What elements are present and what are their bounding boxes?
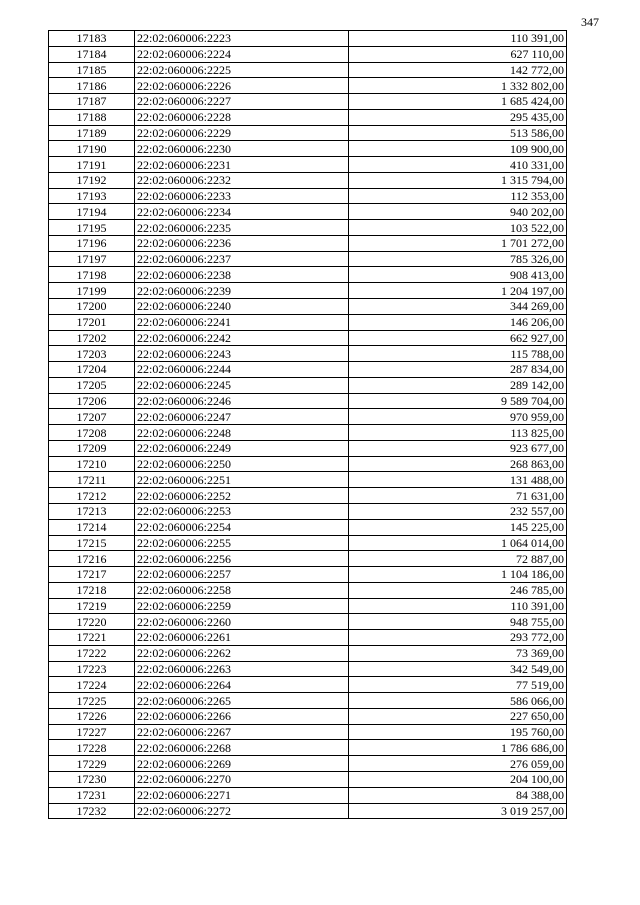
cadastral-number-cell: 22:02:060006:2263: [135, 661, 349, 677]
cadastral-value-cell: 73 369,00: [349, 645, 567, 661]
table-row: [49, 740, 567, 756]
cadastral-number-cell: 22:02:060006:2264: [135, 677, 349, 693]
row-number-cell: 17226: [49, 708, 135, 724]
cadastral-number-cell: 22:02:060006:2239: [135, 283, 349, 299]
row-number-cell: 17197: [49, 251, 135, 267]
table-row: [49, 314, 567, 330]
cadastral-value-cell: 227 650,00: [349, 708, 567, 724]
row-number-cell: 17184: [49, 46, 135, 62]
cadastral-value-cell: 948 755,00: [349, 614, 567, 630]
cadastral-number-cell: 22:02:060006:2241: [135, 314, 349, 330]
row-number-cell: 17210: [49, 456, 135, 472]
cadastral-value-cell: 289 142,00: [349, 377, 567, 393]
table-row: [49, 456, 567, 472]
row-number-cell: 17204: [49, 362, 135, 378]
cadastral-value-cell: 9 589 704,00: [349, 393, 567, 409]
table-row: [49, 109, 567, 125]
row-number-cell: 17208: [49, 425, 135, 441]
row-number-cell: 17232: [49, 803, 135, 819]
row-number-cell: 17227: [49, 724, 135, 740]
cadastral-value-cell: 72 887,00: [349, 551, 567, 567]
cadastral-number-cell: 22:02:060006:2236: [135, 235, 349, 251]
row-number-cell: 17205: [49, 377, 135, 393]
cadastral-value-cell: 142 772,00: [349, 62, 567, 78]
row-number-cell: 17224: [49, 677, 135, 693]
cadastral-value-cell: 84 388,00: [349, 787, 567, 803]
row-number-cell: 17223: [49, 661, 135, 677]
cadastral-value-cell: 145 225,00: [349, 519, 567, 535]
cadastral-number-cell: 22:02:060006:2253: [135, 503, 349, 519]
table-row: [49, 299, 567, 315]
row-number-cell: 17192: [49, 172, 135, 188]
table-row: [49, 31, 567, 47]
cadastral-number-cell: 22:02:060006:2258: [135, 582, 349, 598]
cadastral-number-cell: 22:02:060006:2265: [135, 693, 349, 709]
row-number-cell: 17218: [49, 582, 135, 598]
row-number-cell: 17211: [49, 472, 135, 488]
table-row: [49, 251, 567, 267]
table-row: [49, 188, 567, 204]
cadastral-value-cell: 110 391,00: [349, 31, 567, 47]
cadastral-value-cell: 970 959,00: [349, 409, 567, 425]
cadastral-value-cell: 77 519,00: [349, 677, 567, 693]
cadastral-number-cell: 22:02:060006:2223: [135, 31, 349, 47]
table-row: [49, 614, 567, 630]
cadastral-value-cell: 268 863,00: [349, 456, 567, 472]
cadastral-value-table: [48, 30, 567, 819]
row-number-cell: 17199: [49, 283, 135, 299]
table-row: [49, 567, 567, 583]
row-number-cell: 17206: [49, 393, 135, 409]
cadastral-value-cell: 295 435,00: [349, 109, 567, 125]
row-number-cell: 17186: [49, 78, 135, 94]
cadastral-number-cell: 22:02:060006:2246: [135, 393, 349, 409]
cadastral-number-cell: 22:02:060006:2248: [135, 425, 349, 441]
cadastral-value-cell: 113 825,00: [349, 425, 567, 441]
row-number-cell: 17217: [49, 567, 135, 583]
row-number-cell: 17220: [49, 614, 135, 630]
table-row: [49, 503, 567, 519]
table-row: [49, 172, 567, 188]
page-number: 347: [581, 15, 599, 29]
table-row: [49, 78, 567, 94]
table-row: [49, 708, 567, 724]
table-row: [49, 362, 567, 378]
cadastral-value-cell: 1 332 802,00: [349, 78, 567, 94]
cadastral-value-cell: 662 927,00: [349, 330, 567, 346]
row-number-cell: 17225: [49, 693, 135, 709]
table-row: [49, 598, 567, 614]
cadastral-number-cell: 22:02:060006:2255: [135, 535, 349, 551]
table-row: [49, 204, 567, 220]
cadastral-number-cell: 22:02:060006:2237: [135, 251, 349, 267]
cadastral-value-cell: 1 786 686,00: [349, 740, 567, 756]
table-row: [49, 425, 567, 441]
cadastral-number-cell: 22:02:060006:2269: [135, 756, 349, 772]
table-body: [49, 31, 567, 819]
row-number-cell: 17214: [49, 519, 135, 535]
cadastral-value-cell: 940 202,00: [349, 204, 567, 220]
row-number-cell: 17222: [49, 645, 135, 661]
row-number-cell: 17187: [49, 94, 135, 110]
row-number-cell: 17195: [49, 220, 135, 236]
cadastral-number-cell: 22:02:060006:2268: [135, 740, 349, 756]
row-number-cell: 17212: [49, 488, 135, 504]
row-number-cell: 17191: [49, 157, 135, 173]
cadastral-value-cell: 1 701 272,00: [349, 235, 567, 251]
row-number-cell: 17189: [49, 125, 135, 141]
cadastral-value-cell: 287 834,00: [349, 362, 567, 378]
row-number-cell: 17196: [49, 235, 135, 251]
row-number-cell: 17198: [49, 267, 135, 283]
table-row: [49, 220, 567, 236]
cadastral-value-cell: 103 522,00: [349, 220, 567, 236]
table-row: [49, 803, 567, 819]
table-row: [49, 393, 567, 409]
cadastral-number-cell: 22:02:060006:2266: [135, 708, 349, 724]
cadastral-value-cell: 204 100,00: [349, 771, 567, 787]
cadastral-value-cell: 908 413,00: [349, 267, 567, 283]
table-row: [49, 551, 567, 567]
cadastral-number-cell: 22:02:060006:2251: [135, 472, 349, 488]
table-row: [49, 472, 567, 488]
row-number-cell: 17200: [49, 299, 135, 315]
table-row: [49, 771, 567, 787]
cadastral-number-cell: 22:02:060006:2228: [135, 109, 349, 125]
table-row: [49, 346, 567, 362]
row-number-cell: 17185: [49, 62, 135, 78]
cadastral-number-cell: 22:02:060006:2231: [135, 157, 349, 173]
table-row: [49, 661, 567, 677]
table-row: [49, 630, 567, 646]
cadastral-number-cell: 22:02:060006:2249: [135, 440, 349, 456]
table-row: [49, 440, 567, 456]
cadastral-number-cell: 22:02:060006:2267: [135, 724, 349, 740]
cadastral-value-cell: 131 488,00: [349, 472, 567, 488]
cadastral-number-cell: 22:02:060006:2242: [135, 330, 349, 346]
cadastral-number-cell: 22:02:060006:2243: [135, 346, 349, 362]
cadastral-number-cell: 22:02:060006:2262: [135, 645, 349, 661]
cadastral-value-cell: 1 104 186,00: [349, 567, 567, 583]
cadastral-value-cell: 109 900,00: [349, 141, 567, 157]
table-row: [49, 283, 567, 299]
row-number-cell: 17190: [49, 141, 135, 157]
cadastral-number-cell: 22:02:060006:2227: [135, 94, 349, 110]
row-number-cell: 17231: [49, 787, 135, 803]
cadastral-number-cell: 22:02:060006:2224: [135, 46, 349, 62]
cadastral-value-cell: 112 353,00: [349, 188, 567, 204]
table-row: [49, 724, 567, 740]
row-number-cell: 17207: [49, 409, 135, 425]
cadastral-number-cell: 22:02:060006:2233: [135, 188, 349, 204]
table-row: [49, 157, 567, 173]
cadastral-number-cell: 22:02:060006:2272: [135, 803, 349, 819]
table-row: [49, 787, 567, 803]
cadastral-number-cell: 22:02:060006:2256: [135, 551, 349, 567]
table-row: [49, 62, 567, 78]
row-number-cell: 17201: [49, 314, 135, 330]
cadastral-value-cell: 410 331,00: [349, 157, 567, 173]
cadastral-number-cell: 22:02:060006:2244: [135, 362, 349, 378]
table-row: [49, 141, 567, 157]
row-number-cell: 17228: [49, 740, 135, 756]
row-number-cell: 17209: [49, 440, 135, 456]
cadastral-number-cell: 22:02:060006:2250: [135, 456, 349, 472]
cadastral-value-cell: 232 557,00: [349, 503, 567, 519]
table-row: [49, 519, 567, 535]
cadastral-number-cell: 22:02:060006:2259: [135, 598, 349, 614]
table-row: [49, 756, 567, 772]
table-row: [49, 693, 567, 709]
table-row: [49, 535, 567, 551]
cadastral-number-cell: 22:02:060006:2270: [135, 771, 349, 787]
cadastral-number-cell: 22:02:060006:2261: [135, 630, 349, 646]
cadastral-value-cell: 586 066,00: [349, 693, 567, 709]
cadastral-number-cell: 22:02:060006:2257: [135, 567, 349, 583]
table-row: [49, 46, 567, 62]
table-row: [49, 94, 567, 110]
row-number-cell: 17215: [49, 535, 135, 551]
row-number-cell: 17183: [49, 31, 135, 47]
cadastral-value-cell: 3 019 257,00: [349, 803, 567, 819]
cadastral-number-cell: 22:02:060006:2229: [135, 125, 349, 141]
cadastral-number-cell: 22:02:060006:2238: [135, 267, 349, 283]
table-row: [49, 377, 567, 393]
cadastral-value-cell: 146 206,00: [349, 314, 567, 330]
row-number-cell: 17221: [49, 630, 135, 646]
cadastral-value-cell: 1 064 014,00: [349, 535, 567, 551]
cadastral-number-cell: 22:02:060006:2225: [135, 62, 349, 78]
row-number-cell: 17216: [49, 551, 135, 567]
cadastral-number-cell: 22:02:060006:2252: [135, 488, 349, 504]
cadastral-value-cell: 342 549,00: [349, 661, 567, 677]
cadastral-value-cell: 1 315 794,00: [349, 172, 567, 188]
table-row: [49, 330, 567, 346]
cadastral-value-cell: 344 269,00: [349, 299, 567, 315]
table-row: [49, 488, 567, 504]
row-number-cell: 17213: [49, 503, 135, 519]
cadastral-value-cell: 71 631,00: [349, 488, 567, 504]
cadastral-number-cell: 22:02:060006:2271: [135, 787, 349, 803]
cadastral-number-cell: 22:02:060006:2226: [135, 78, 349, 94]
table-row: [49, 582, 567, 598]
table-row: [49, 267, 567, 283]
row-number-cell: 17194: [49, 204, 135, 220]
cadastral-value-cell: 785 326,00: [349, 251, 567, 267]
row-number-cell: 17202: [49, 330, 135, 346]
table-row: [49, 235, 567, 251]
cadastral-value-cell: 1 685 424,00: [349, 94, 567, 110]
table-row: [49, 645, 567, 661]
cadastral-number-cell: 22:02:060006:2247: [135, 409, 349, 425]
cadastral-number-cell: 22:02:060006:2254: [135, 519, 349, 535]
row-number-cell: 17193: [49, 188, 135, 204]
cadastral-value-cell: 115 788,00: [349, 346, 567, 362]
table-row: [49, 125, 567, 141]
cadastral-number-cell: 22:02:060006:2232: [135, 172, 349, 188]
cadastral-value-cell: 1 204 197,00: [349, 283, 567, 299]
cadastral-number-cell: 22:02:060006:2260: [135, 614, 349, 630]
cadastral-value-cell: 276 059,00: [349, 756, 567, 772]
cadastral-number-cell: 22:02:060006:2234: [135, 204, 349, 220]
cadastral-number-cell: 22:02:060006:2230: [135, 141, 349, 157]
cadastral-value-cell: 513 586,00: [349, 125, 567, 141]
row-number-cell: 17188: [49, 109, 135, 125]
cadastral-value-cell: 246 785,00: [349, 582, 567, 598]
row-number-cell: 17203: [49, 346, 135, 362]
table-row: [49, 409, 567, 425]
cadastral-value-cell: 195 760,00: [349, 724, 567, 740]
cadastral-value-cell: 293 772,00: [349, 630, 567, 646]
cadastral-number-cell: 22:02:060006:2245: [135, 377, 349, 393]
row-number-cell: 17230: [49, 771, 135, 787]
row-number-cell: 17229: [49, 756, 135, 772]
cadastral-number-cell: 22:02:060006:2240: [135, 299, 349, 315]
cadastral-value-cell: 923 677,00: [349, 440, 567, 456]
table-row: [49, 677, 567, 693]
row-number-cell: 17219: [49, 598, 135, 614]
cadastral-value-cell: 110 391,00: [349, 598, 567, 614]
cadastral-number-cell: 22:02:060006:2235: [135, 220, 349, 236]
cadastral-value-cell: 627 110,00: [349, 46, 567, 62]
